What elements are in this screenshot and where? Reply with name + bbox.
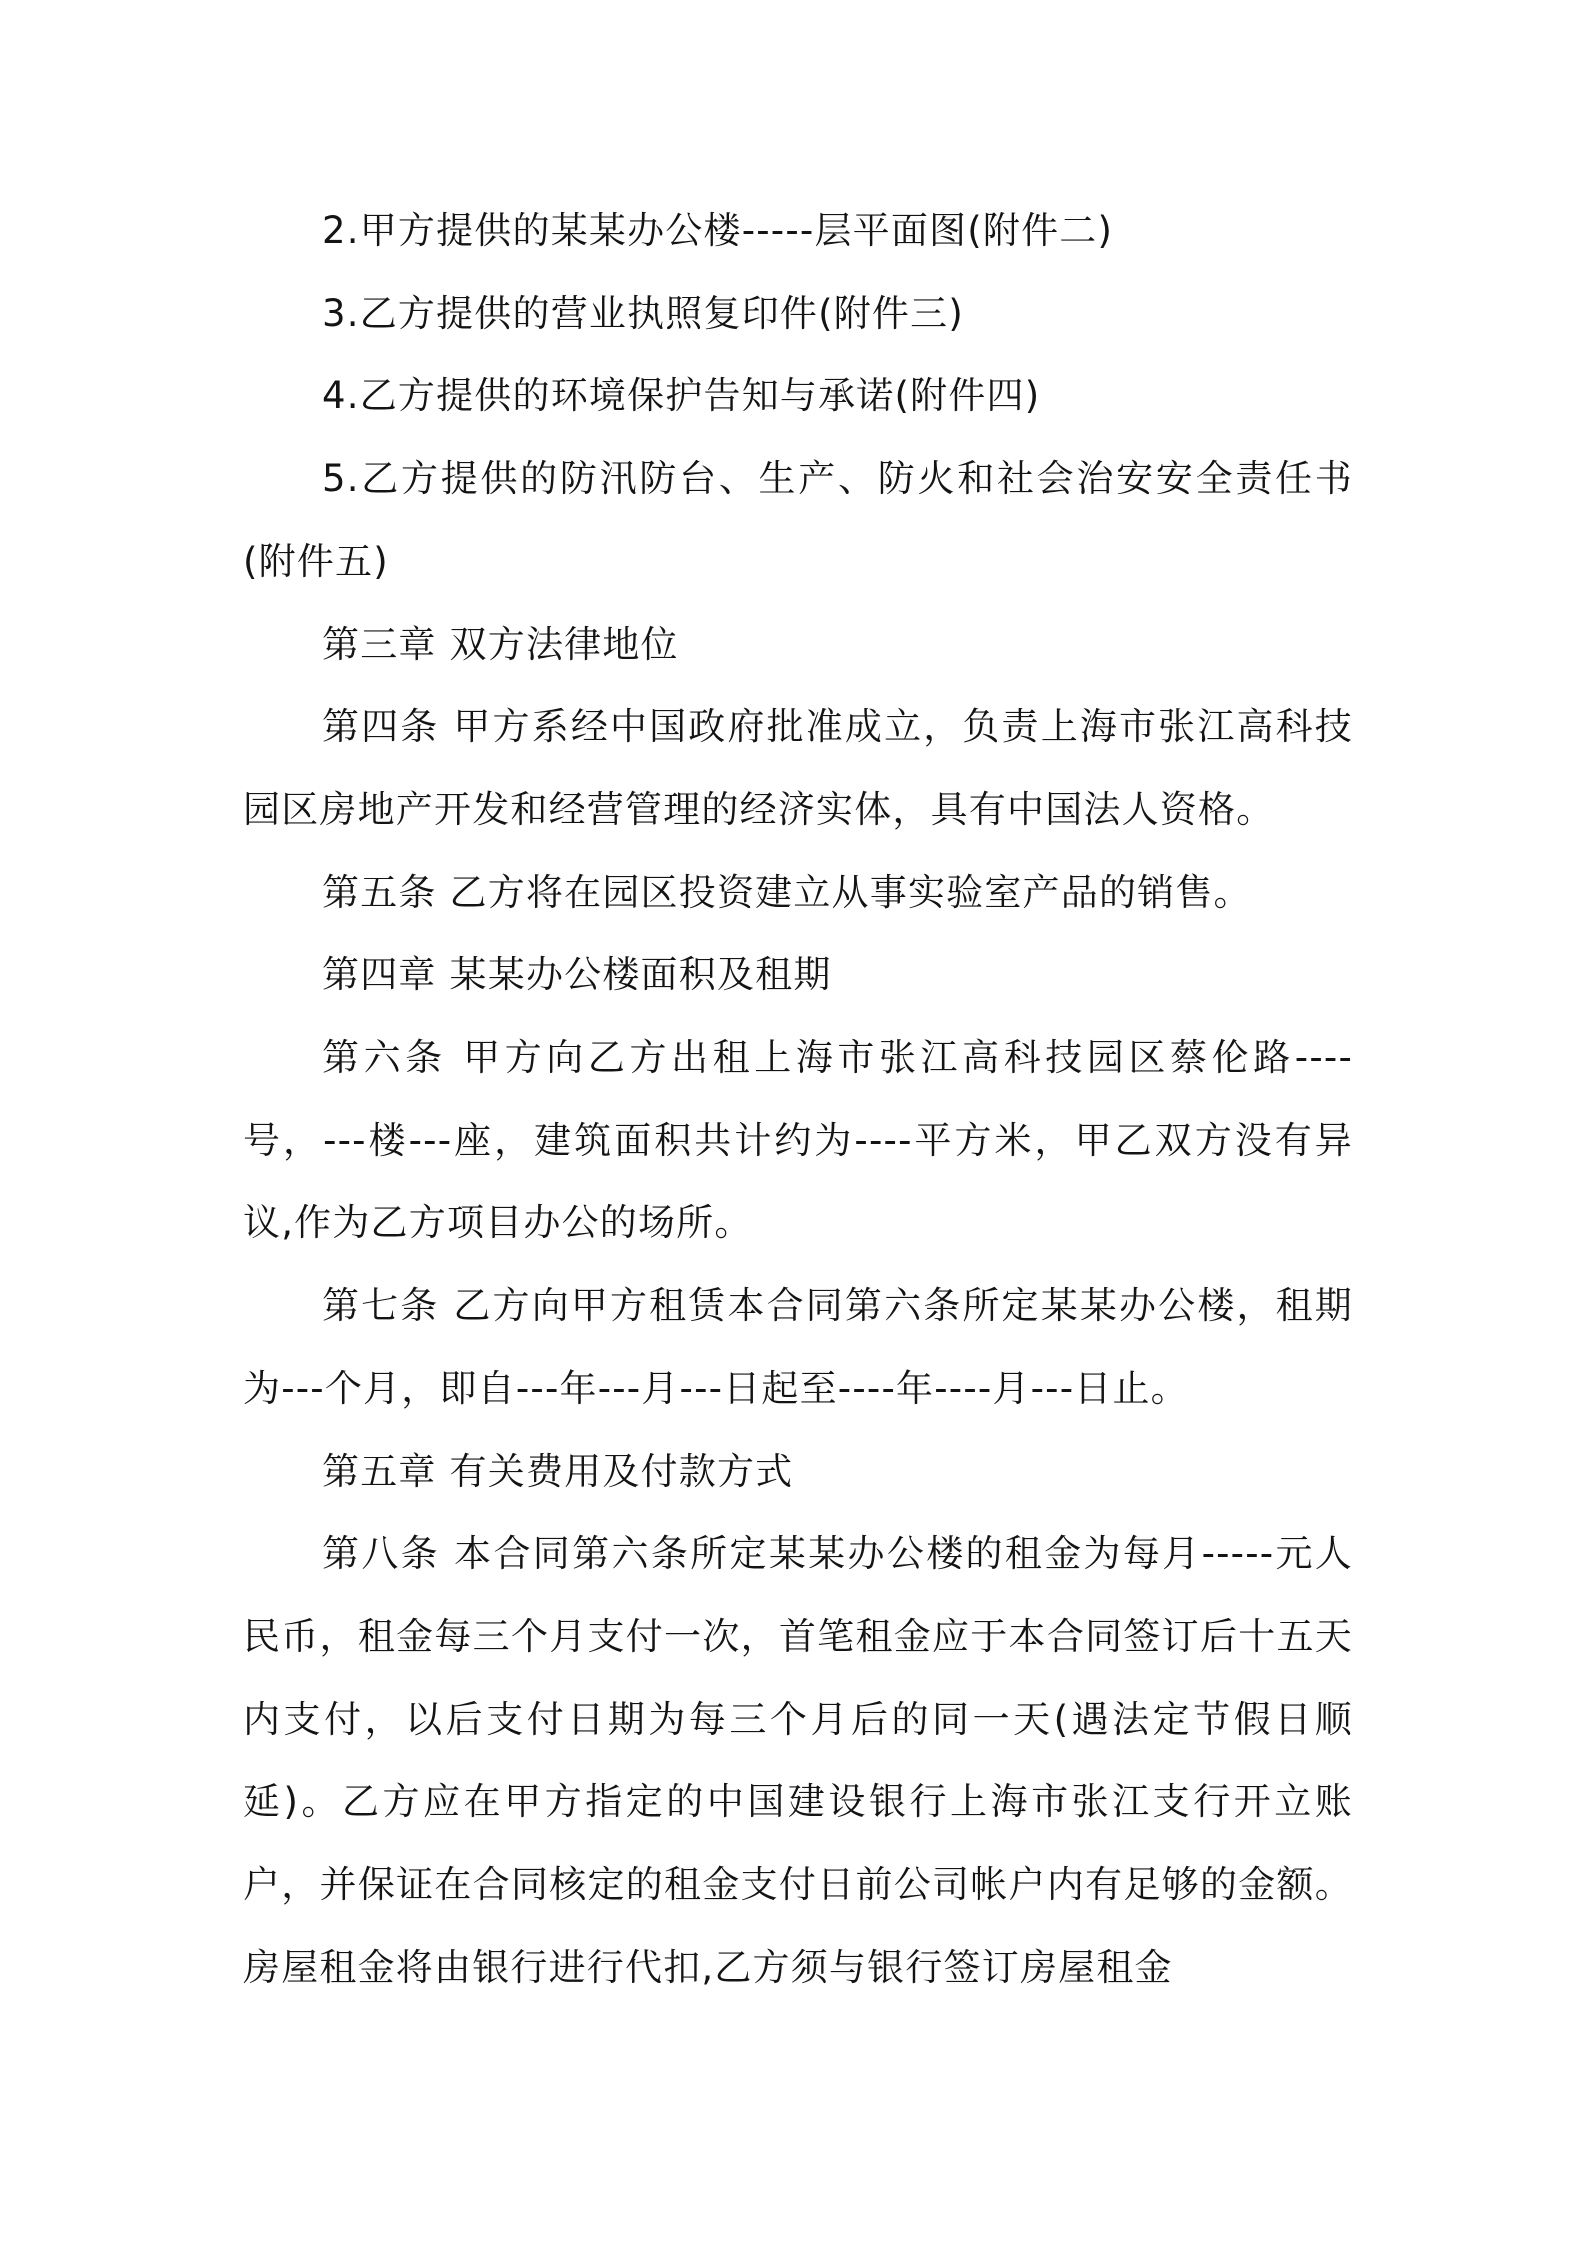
chapter-5-heading: 第五章 有关费用及付款方式: [322, 1449, 794, 1493]
attachment-4-item: 4.乙方提供的环境保护告知与承诺(附件四): [322, 374, 1041, 418]
article-5-paragraph: 第五条 乙方将在园区投资建立从事实验室产品的销售。: [322, 870, 1252, 914]
article-8-paragraph: 第八条 本合同第六条所定某某办公楼的租金为每月-----元人民币，租金每三个月支付一次，首笔租金应于本合同签订后十五天内支付，以后支付日期为每三个月后的同一天(遇法定节假日顺延)。乙方应在甲方指定的中国建设银行上海市张江支行开立账户，并保证在合同核定的租金支付日前公司帐户内有足够的金额。房屋租金将由银行进行代扣,乙方须与银行签订房屋租金: [243, 1532, 1353, 1989]
article-7-paragraph: 第七条 乙方向甲方租赁本合同第六条所定某某办公楼，租期为---个月，即自---年---月---日起至----年----月---日止。: [243, 1284, 1353, 1410]
document-body: [243, 190, 1353, 2009]
attachment-2-item: 2.甲方提供的某某办公楼-----层平面图(附件二): [322, 209, 1114, 252]
article-4-paragraph: 第四条 甲方系经中国政府批准成立，负责上海市张江高科技园区房地产开发和经营管理的经济实体，具有中国法人资格。: [243, 705, 1353, 831]
article-6-paragraph: 第六条 甲方向乙方出租上海市张江高科技园区蔡伦路----号，---楼---座，建筑面积共计约为----平方米，甲乙双方没有异议,作为乙方项目办公的场所。: [243, 1036, 1353, 1245]
attachment-3-item: 3.乙方提供的营业执照复印件(附件三): [322, 291, 964, 335]
chapter-3-heading: 第三章 双方法律地位: [322, 622, 679, 666]
chapter-4-heading: 第四章 某某办公楼面积及租期: [322, 953, 832, 997]
attachment-5-item: 5.乙方提供的防汛防台、生产、防火和社会治安安全责任书(附件五): [243, 457, 1353, 583]
